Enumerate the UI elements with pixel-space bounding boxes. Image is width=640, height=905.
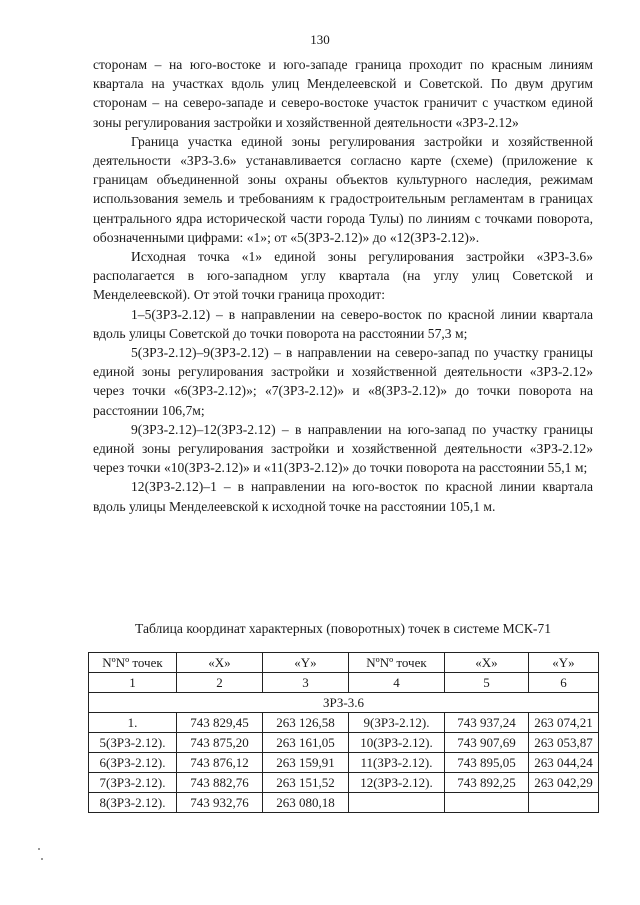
header-cell: «Y» <box>263 653 349 673</box>
table-cell: 743 895,05 <box>445 753 529 773</box>
header-cell: «X» <box>177 653 263 673</box>
table-cell: 743 892,25 <box>445 773 529 793</box>
table-cell: 743 937,24 <box>445 713 529 733</box>
table-cell: 743 882,76 <box>177 773 263 793</box>
table-cell: 11(ЗРЗ-2.12). <box>349 753 445 773</box>
table-zone-row <box>89 693 599 713</box>
column-number-cell: 2 <box>177 673 263 693</box>
table-column-numbers-row <box>89 673 599 693</box>
table-cell <box>529 793 599 813</box>
table-cell: 263 159,91 <box>263 753 349 773</box>
table-row <box>89 733 599 753</box>
column-number-cell: 6 <box>529 673 599 693</box>
table-cell: 8(ЗРЗ-2.12). <box>89 793 177 813</box>
column-number-cell: 1 <box>89 673 177 693</box>
coordinates-table <box>88 652 599 813</box>
table-cell: 263 074,21 <box>529 713 599 733</box>
table-cell: 263 053,87 <box>529 733 599 753</box>
table-cell: 7(ЗРЗ-2.12). <box>89 773 177 793</box>
body-text <box>93 55 593 516</box>
paragraph-start-point: Исходная точка «1» единой зоны регулирования застройки «ЗРЗ-3.6» располагается в юго-западном углу квартала (на углу улиц Советской и Менделеевской). От этой точки граница проходит: <box>93 249 593 303</box>
table-cell: 743 829,45 <box>177 713 263 733</box>
table-title: Таблица координат характерных (поворотных) точек в системе МСК-71 <box>134 621 552 636</box>
table-cell: 9(ЗРЗ-2.12). <box>349 713 445 733</box>
column-number-cell: 4 <box>349 673 445 693</box>
table-cell: 6(ЗРЗ-2.12). <box>89 753 177 773</box>
column-number-cell: 3 <box>263 673 349 693</box>
paragraph-segment-9-12: 9(ЗРЗ-2.12)–12(ЗРЗ-2.12) – в направлении на юго-запад по участку границы единой зоны регулирования застройки и хозяйственной деятельности «ЗРЗ-2.12» через точки «10(ЗРЗ-2.12)» и «11(ЗРЗ-2.12)» до точки поворота на расстоянии 55,1 м; <box>93 421 593 476</box>
scan-speck <box>38 848 40 850</box>
header-cell: NºNº точек <box>89 653 177 673</box>
table-cell: 263 161,05 <box>263 733 349 753</box>
table-cell: 263 126,58 <box>263 713 349 733</box>
table-cell: 10(ЗРЗ-2.12). <box>349 733 445 753</box>
paragraph-segment-5-9: 5(ЗРЗ-2.12)–9(ЗРЗ-2.12) – в направлении на северо-запад по участку границы единой зоны регулирования застройки и хозяйственной деятельности «ЗРЗ-2.12» через точки «6(ЗРЗ-2.12)»; «7(ЗРЗ-2.12)» и «8(ЗРЗ-2.12)» до точки поворота на расстоянии 106,7м; <box>93 345 593 418</box>
scan-speck <box>41 858 43 860</box>
table-row <box>89 773 599 793</box>
paragraph-continuation: сторонам – на юго-востоке и юго-западе граница проходит по красным линиям квартала на участках вдоль улиц Менделеевской и Советской. По двум другим сторонам – на северо-западе и северо-востоке участок граничит с участком единой зоны регулирования застройки и хозяйственной деятельности «ЗРЗ-2.12» <box>93 57 593 130</box>
table-cell <box>445 793 529 813</box>
table-cell: 263 151,52 <box>263 773 349 793</box>
table-cell: 5(ЗРЗ-2.12). <box>89 733 177 753</box>
paragraph-boundary-description: Граница участка единой зоны регулирования застройки и хозяйственной деятельности «ЗРЗ-3.6» устанавливается согласно карте (схеме) (приложение к границам объединенной зоны охраны объектов культурного наследия, режимам использования земель и требованиям к градостроительным регламентам в границах центрального ядра исторической части города Тулы) по линиям с точками поворота, обозначенными цифрами: «1»; от «5(ЗРЗ-2.12)» до «12(ЗРЗ-2.12)». <box>93 133 593 245</box>
table-header-row <box>89 653 599 673</box>
table-row <box>89 793 599 813</box>
table-cell <box>349 793 445 813</box>
page-number: 130 <box>310 32 330 47</box>
table-row <box>89 713 599 733</box>
zone-cell: ЗРЗ-3.6 <box>89 693 599 713</box>
paragraph-segment-1-5: 1–5(ЗРЗ-2.12) – в направлении на северо-восток по красной линии квартала вдоль улицы Советской до точки поворота на расстоянии 57,3 м; <box>93 306 593 341</box>
table-cell: 12(ЗРЗ-2.12). <box>349 773 445 793</box>
table-cell: 743 907,69 <box>445 733 529 753</box>
table-cell: 263 080,18 <box>263 793 349 813</box>
table-cell: 1. <box>89 713 177 733</box>
table-cell: 743 932,76 <box>177 793 263 813</box>
paragraph-segment-12-1: 12(ЗРЗ-2.12)–1 – в направлении на юго-восток по красной линии квартала вдоль улицы Менделеевской к исходной точке на расстоянии 105,1 м. <box>93 479 593 514</box>
column-number-cell: 5 <box>445 673 529 693</box>
table-cell: 743 875,20 <box>177 733 263 753</box>
table-cell: 263 042,29 <box>529 773 599 793</box>
table-row <box>89 753 599 773</box>
header-cell: NºNº точек <box>349 653 445 673</box>
header-cell: «Y» <box>529 653 599 673</box>
table-cell: 743 876,12 <box>177 753 263 773</box>
table-cell: 263 044,24 <box>529 753 599 773</box>
header-cell: «X» <box>445 653 529 673</box>
